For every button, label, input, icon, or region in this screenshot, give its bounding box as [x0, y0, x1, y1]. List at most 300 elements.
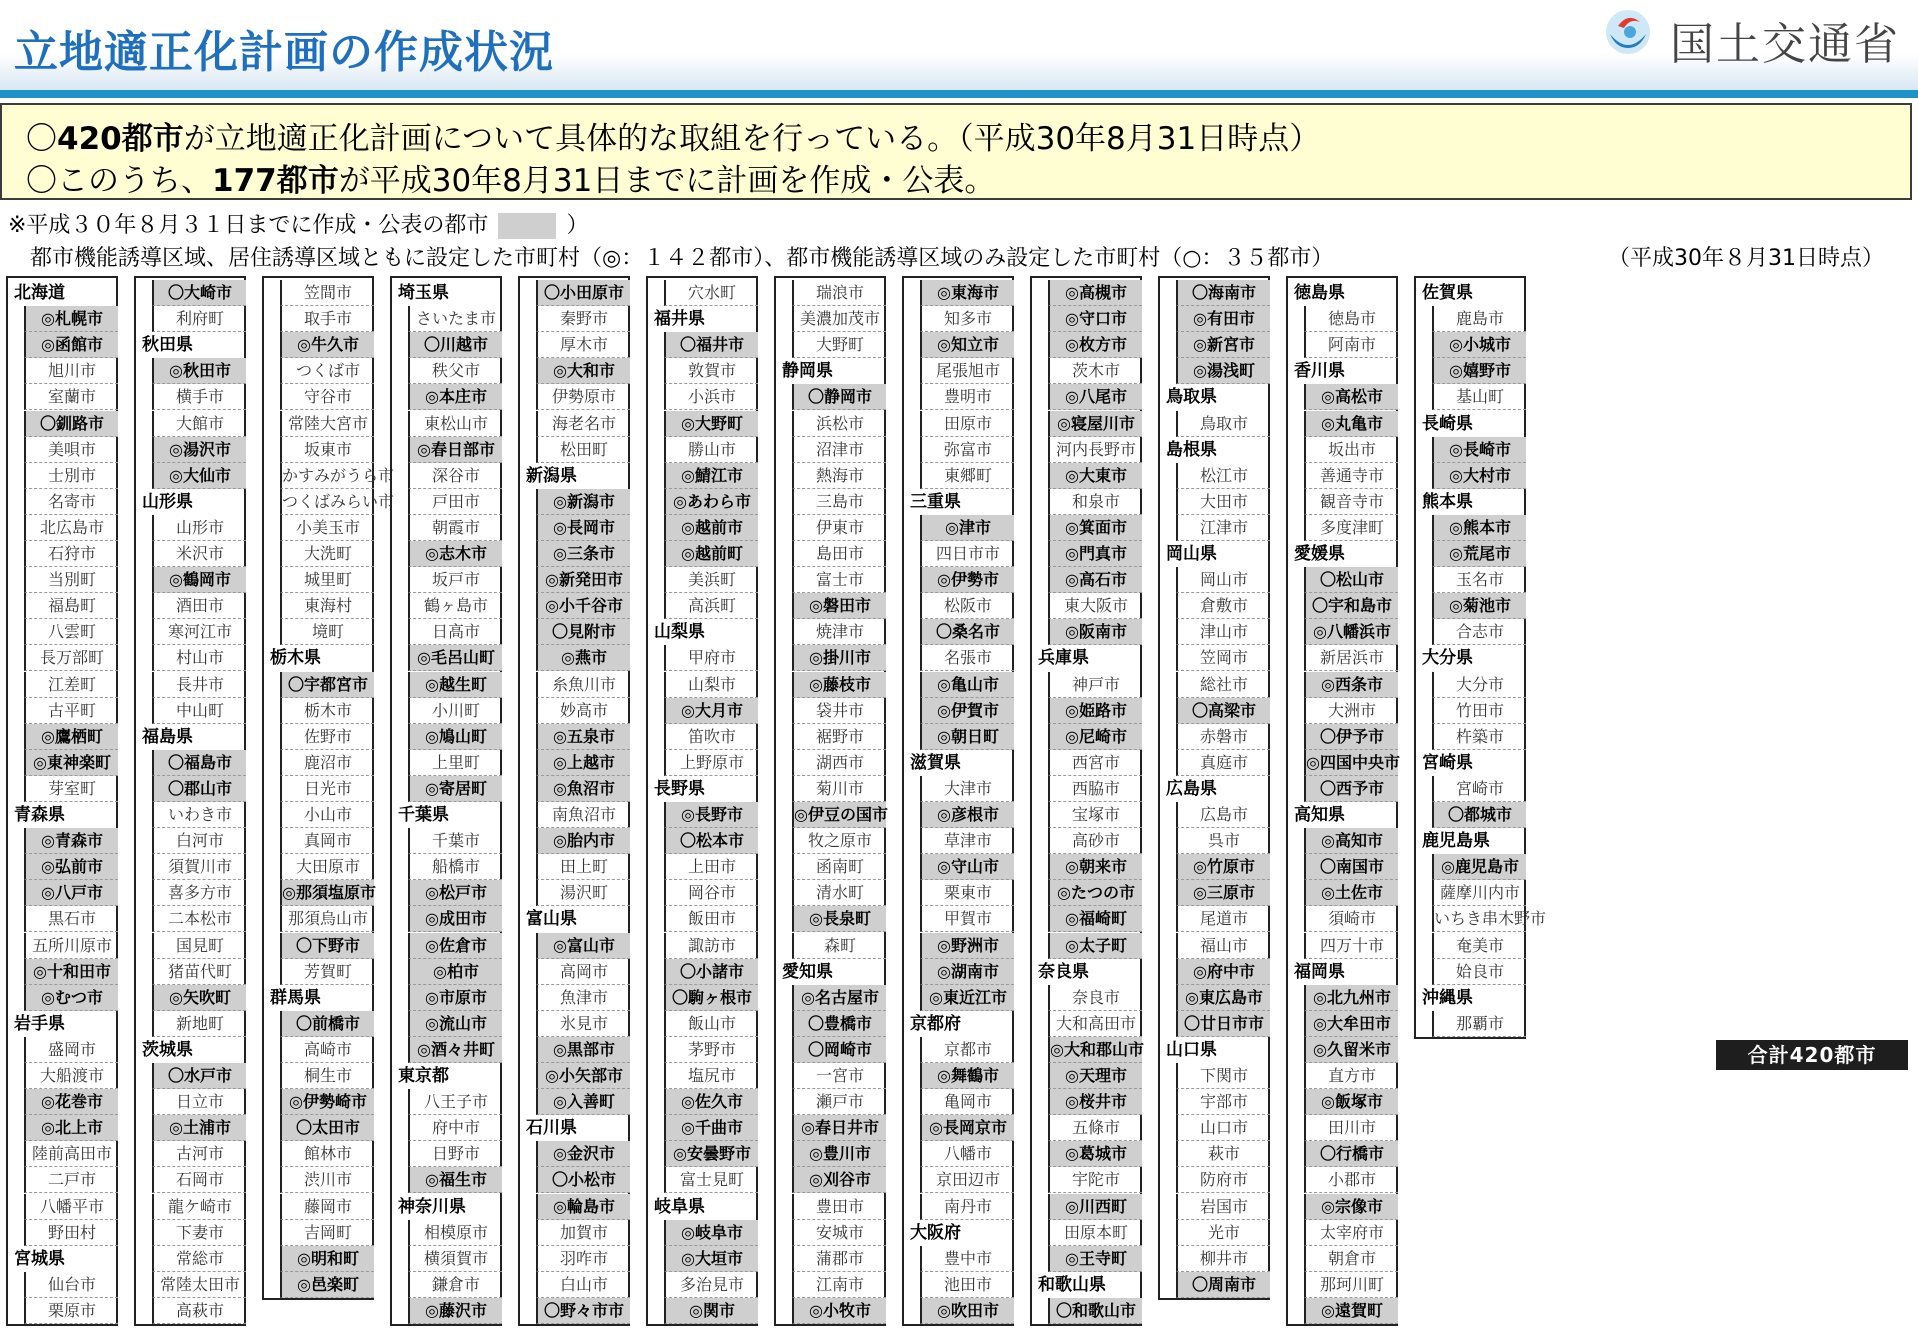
municipality-cell: 羽咋市: [536, 1246, 630, 1272]
municipality-cell: 瀬戸市: [792, 1089, 886, 1115]
municipality-cell: ◎野洲市: [920, 933, 1014, 959]
municipality-cell: 古河市: [152, 1141, 246, 1167]
as-of-date: （平成30年８月31日時点）: [1608, 246, 1884, 271]
municipality-cell: 八幡市: [920, 1141, 1014, 1167]
municipality-cell: 松阪市: [920, 593, 1014, 619]
municipality-cell: 〇野々市市: [536, 1298, 630, 1324]
municipality-cell: 伊勢原市: [536, 384, 630, 410]
municipality-cell: ◎川西町: [1048, 1194, 1142, 1220]
municipality-cell: ◎菊池市: [1432, 593, 1526, 619]
municipality-cell: ◎弘前市: [24, 854, 118, 880]
municipality-cell: 〇南国市: [1304, 854, 1398, 880]
municipality-cell: 日野市: [408, 1141, 502, 1167]
municipality-cell: ◎太子町: [1048, 933, 1142, 959]
prefecture-name: 岩手県: [14, 1013, 65, 1034]
municipality-cell: 勝山市: [664, 437, 758, 463]
municipality-cell: 湯沢町: [536, 880, 630, 906]
municipality-cell: 小浜市: [664, 384, 758, 410]
municipality-cell: 合志市: [1432, 619, 1526, 645]
municipality-cell: ◎八戸市: [24, 880, 118, 906]
municipality-cell: 常陸太田市: [152, 1272, 246, 1298]
municipality-cell: 柳井市: [1176, 1246, 1270, 1272]
municipality-cell: ◎松戸市: [408, 880, 502, 906]
prefecture-name: 熊本県: [1422, 491, 1473, 512]
municipality-cell: 二本松市: [152, 906, 246, 932]
municipality-cell: ◎大月市: [664, 698, 758, 724]
municipality-cell: 呉市: [1176, 828, 1270, 854]
municipality-cell: 松田町: [536, 437, 630, 463]
municipality-cell: 安城市: [792, 1220, 886, 1246]
municipality-cell: 朝霞市: [408, 515, 502, 541]
municipality-cell: 下関市: [1176, 1063, 1270, 1089]
municipality-cell: ◎邑楽町: [280, 1272, 374, 1298]
municipality-cell: 尾道市: [1176, 906, 1270, 932]
municipality-cell: かすみがうら市: [280, 463, 374, 489]
municipality-cell: 白河市: [152, 828, 246, 854]
municipality-cell: ◎彦根市: [920, 802, 1014, 828]
municipality-cell: 太宰府市: [1304, 1220, 1398, 1246]
municipality-cell: 栃木市: [280, 698, 374, 724]
municipality-cell: ◎大和市: [536, 358, 630, 384]
prefecture-name: 香川県: [1294, 361, 1345, 382]
municipality-cell: ◎札幌市: [24, 306, 118, 332]
municipality-cell: 高崎市: [280, 1037, 374, 1063]
municipality-cell: ◎伊勢崎市: [280, 1089, 374, 1115]
municipality-cell: 白山市: [536, 1272, 630, 1298]
municipality-cell: 豊田市: [792, 1194, 886, 1220]
prefecture-name: 静岡県: [782, 361, 833, 382]
municipality-cell: 三島市: [792, 489, 886, 515]
municipality-cell: ◎福崎町: [1048, 906, 1142, 932]
municipality-cell: ◎西条市: [1304, 672, 1398, 698]
municipality-cell: 鎌倉市: [408, 1272, 502, 1298]
municipality-cell: ◎枚方市: [1048, 332, 1142, 358]
municipality-cell: 〇静岡市: [792, 384, 886, 410]
municipality-cell: ◎有田市: [1176, 306, 1270, 332]
summary-text: が平成30年8月31日までに計画を作成・公表。: [338, 163, 996, 199]
municipality-cell: ◎新発田市: [536, 567, 630, 593]
header-banner: [0, 0, 1918, 98]
municipality-cell: 渋川市: [280, 1167, 374, 1193]
municipality-cell: 坂出市: [1304, 437, 1398, 463]
municipality-cell: 新地町: [152, 1011, 246, 1037]
municipality-cell: ◎燕市: [536, 645, 630, 671]
municipality-cell: 茅野市: [664, 1037, 758, 1063]
municipality-cell: ◎鷹栖町: [24, 724, 118, 750]
prefecture-name: 長崎県: [1422, 413, 1473, 434]
municipality-cell: 大和高田市: [1048, 1011, 1142, 1037]
prefecture-column: [134, 276, 246, 1326]
prefecture-name: 山口県: [1166, 1039, 1217, 1060]
municipality-cell: ◎三条市: [536, 541, 630, 567]
municipality-cell: 八雲町: [24, 619, 118, 645]
municipality-cell: 真庭市: [1176, 750, 1270, 776]
municipality-cell: ◎北上市: [24, 1115, 118, 1141]
municipality-cell: 芽室町: [24, 776, 118, 802]
municipality-cell: 〇宇都宮市: [280, 672, 374, 698]
municipality-cell: 府中市: [408, 1115, 502, 1141]
municipality-cell: 常陸大宮市: [280, 411, 374, 437]
municipality-cell: ◎丸亀市: [1304, 411, 1398, 437]
municipality-cell: 城里町: [280, 567, 374, 593]
municipality-cell: 薩摩川内市: [1432, 880, 1526, 906]
municipality-cell: 田川市: [1304, 1115, 1398, 1141]
municipality-cell: ◎明和町: [280, 1246, 374, 1272]
municipality-cell: 小郡市: [1304, 1167, 1398, 1193]
municipality-cell: 茨木市: [1048, 358, 1142, 384]
municipality-cell: 笠岡市: [1176, 645, 1270, 671]
municipality-cell: ◎酒々井町: [408, 1037, 502, 1063]
municipality-cell: ◎名古屋市: [792, 985, 886, 1011]
municipality-cell: ◎高槻市: [1048, 280, 1142, 306]
municipality-cell: 黒石市: [24, 906, 118, 932]
municipality-cell: 船橋市: [408, 854, 502, 880]
municipality-cell: 美浜町: [664, 567, 758, 593]
municipality-cell: ◎佐久市: [664, 1089, 758, 1115]
municipality-cell: 菊川市: [792, 776, 886, 802]
prefecture-column: [1158, 276, 1270, 1300]
municipality-cell: 京都市: [920, 1037, 1014, 1063]
municipality-cell: ◎門真市: [1048, 541, 1142, 567]
municipality-cell: 大館市: [152, 411, 246, 437]
municipality-cell: 飯山市: [664, 1011, 758, 1037]
municipality-cell: 〇前橋市: [280, 1011, 374, 1037]
municipality-cell: 高浜町: [664, 593, 758, 619]
municipality-cell: 観音寺市: [1304, 489, 1398, 515]
municipality-cell: 村山市: [152, 645, 246, 671]
municipality-cell: 宮崎市: [1432, 776, 1526, 802]
municipality-cell: 中山町: [152, 698, 246, 724]
municipality-cell: 基山町: [1432, 384, 1526, 410]
municipality-cell: 富士見町: [664, 1167, 758, 1193]
municipality-cell: ◎豊川市: [792, 1141, 886, 1167]
municipality-cell: 取手市: [280, 306, 374, 332]
header-rule: [0, 90, 1918, 98]
municipality-cell: ◎飯塚市: [1304, 1089, 1398, 1115]
municipality-cell: 牧之原市: [792, 828, 886, 854]
municipality-cell: 江津市: [1176, 515, 1270, 541]
municipality-cell: ◎新宮市: [1176, 332, 1270, 358]
municipality-cell: 多治見市: [664, 1272, 758, 1298]
municipality-cell: ◎小千谷市: [536, 593, 630, 619]
municipality-cell: ◎青森市: [24, 828, 118, 854]
municipality-cell: 宇部市: [1176, 1089, 1270, 1115]
municipality-cell: 米沢市: [152, 541, 246, 567]
municipality-cell: 瑞浪市: [792, 280, 886, 306]
municipality-cell: 〇岡崎市: [792, 1037, 886, 1063]
municipality-cell: 尾張旭市: [920, 358, 1014, 384]
municipality-cell: ◎藤枝市: [792, 672, 886, 698]
municipality-cell: 横須賀市: [408, 1246, 502, 1272]
municipality-cell: 鶴ヶ島市: [408, 593, 502, 619]
municipality-cell: 秩父市: [408, 358, 502, 384]
municipality-cell: 坂戸市: [408, 567, 502, 593]
municipality-cell: ◎春日井市: [792, 1115, 886, 1141]
municipality-cell: 〇高梁市: [1176, 698, 1270, 724]
municipality-cell: ◎舞鶴市: [920, 1063, 1014, 1089]
municipality-cell: 甲賀市: [920, 906, 1014, 932]
municipality-cell: 〇大崎市: [152, 280, 246, 306]
municipality-cell: ◎葛城市: [1048, 1141, 1142, 1167]
municipality-cell: ◎姫路市: [1048, 698, 1142, 724]
prefecture-name: 沖縄県: [1422, 987, 1473, 1008]
municipality-cell: 奈良市: [1048, 985, 1142, 1011]
municipality-cell: さいたま市: [408, 306, 502, 332]
municipality-cell: 笠間市: [280, 280, 374, 306]
municipality-cell: 東海村: [280, 593, 374, 619]
prefecture-name: 福井県: [654, 309, 705, 330]
municipality-cell: 境町: [280, 619, 374, 645]
municipality-cell: 豊明市: [920, 384, 1014, 410]
municipality-cell: ◎本庄市: [408, 384, 502, 410]
municipality-cell: 酒田市: [152, 593, 246, 619]
municipality-cell: ◎東広島市: [1176, 985, 1270, 1011]
municipality-cell: 日光市: [280, 776, 374, 802]
municipality-cell: 長万部町: [24, 645, 118, 671]
municipality-cell: 宇陀市: [1048, 1167, 1142, 1193]
prefecture-name: 愛知県: [782, 961, 833, 982]
prefecture-name: 鹿児島県: [1422, 831, 1490, 852]
municipality-cell: 宝塚市: [1048, 802, 1142, 828]
municipality-cell: 二戸市: [24, 1167, 118, 1193]
municipality-cell: 芳賀町: [280, 959, 374, 985]
municipality-cell: 〇駒ヶ根市: [664, 985, 758, 1011]
municipality-cell: 倉敷市: [1176, 593, 1270, 619]
municipality-cell: ◎佐倉市: [408, 933, 502, 959]
municipality-cell: 須賀川市: [152, 854, 246, 880]
municipality-cell: ◎入善町: [536, 1089, 630, 1115]
municipality-cell: 清水町: [792, 880, 886, 906]
municipality-cell: 館林市: [280, 1141, 374, 1167]
highlight-swatch: [498, 213, 556, 239]
municipality-cell: ◎大仙市: [152, 463, 246, 489]
municipality-cell: ◎鯖江市: [664, 463, 758, 489]
municipality-cell: 甲府市: [664, 645, 758, 671]
municipality-cell: ◎牛久市: [280, 332, 374, 358]
municipality-cell: 〇豊橋市: [792, 1011, 886, 1037]
prefecture-name: 徳島県: [1294, 283, 1345, 303]
municipality-cell: ◎桜井市: [1048, 1089, 1142, 1115]
prefecture-name: 愛媛県: [1294, 544, 1345, 564]
municipality-cell: 沼津市: [792, 437, 886, 463]
municipality-cell: ◎成田市: [408, 906, 502, 932]
published-note: [8, 208, 588, 239]
municipality-cell: 〇廿日市市: [1176, 1011, 1270, 1037]
municipality-cell: 吉岡町: [280, 1220, 374, 1246]
municipality-cell: 鹿沼市: [280, 750, 374, 776]
municipality-cell: ◎朝来市: [1048, 854, 1142, 880]
municipality-cell: ◎秋田市: [152, 358, 246, 384]
municipality-cell: ◎知立市: [920, 332, 1014, 358]
municipality-cell: 東松山市: [408, 411, 502, 437]
municipality-cell: 那須烏山市: [280, 906, 374, 932]
municipality-cell: 〇小諸市: [664, 959, 758, 985]
summary-box: [0, 103, 1912, 200]
municipality-cell: ◎流山市: [408, 1011, 502, 1037]
municipality-cell: 福山市: [1176, 933, 1270, 959]
prefecture-name: 新潟県: [526, 465, 577, 486]
municipality-cell: 朝倉市: [1304, 1246, 1398, 1272]
municipality-cell: ◎阪南市: [1048, 619, 1142, 645]
municipality-cell: 弥富市: [920, 437, 1014, 463]
note-text: ※平成３０年８月３１日までに作成・公表の都市: [8, 213, 489, 238]
municipality-cell: 戸田市: [408, 489, 502, 515]
municipality-cell: 竹田市: [1432, 698, 1526, 724]
municipality-cell: 野田村: [24, 1220, 118, 1246]
municipality-cell: 高萩市: [152, 1298, 246, 1324]
municipality-cell: 大船渡市: [24, 1063, 118, 1089]
municipality-cell: ◎鳩山町: [408, 724, 502, 750]
municipality-cell: 大田市: [1176, 489, 1270, 515]
municipality-cell: 喜多方市: [152, 880, 246, 906]
municipality-cell: 〇川越市: [408, 332, 502, 358]
municipality-cell: ◎長岡京市: [920, 1115, 1014, 1141]
municipality-cell: 田上町: [536, 854, 630, 880]
municipality-cell: 〇下野市: [280, 933, 374, 959]
municipality-cell: 江差町: [24, 672, 118, 698]
municipality-cell: 猪苗代町: [152, 959, 246, 985]
municipality-cell: 〇桑名市: [920, 619, 1014, 645]
municipality-cell: 蒲郡市: [792, 1246, 886, 1272]
municipality-cell: 〇小松市: [536, 1167, 630, 1193]
municipality-cell: 盛岡市: [24, 1037, 118, 1063]
municipality-cell: 龍ケ崎市: [152, 1194, 246, 1220]
municipality-cell: 河内長野市: [1048, 437, 1142, 463]
prefecture-name: 滋賀県: [910, 752, 961, 773]
prefecture-name: 山梨県: [654, 622, 705, 643]
municipality-cell: 糸魚川市: [536, 672, 630, 698]
municipality-cell: ◎東海市: [920, 280, 1014, 306]
municipality-cell: 〇太田市: [280, 1115, 374, 1141]
municipality-cell: 坂東市: [280, 437, 374, 463]
municipality-cell: ◎伊勢市: [920, 567, 1014, 593]
municipality-cell: 函南町: [792, 854, 886, 880]
municipality-cell: 千葉市: [408, 828, 502, 854]
municipality-cell: 〇宇和島市: [1304, 593, 1398, 619]
municipality-cell: 大田原市: [280, 854, 374, 880]
municipality-cell: ◎胎内市: [536, 828, 630, 854]
municipality-cell: いちき串木野市: [1432, 906, 1526, 932]
prefecture-column: [262, 276, 395, 1300]
prefecture-name: 東京都: [398, 1066, 449, 1086]
municipality-cell: ◎長野市: [664, 802, 758, 828]
municipality-cell: 富士市: [792, 567, 886, 593]
municipality-cell: ◎あわら市: [664, 489, 758, 515]
municipality-cell: 石岡市: [152, 1167, 246, 1193]
municipality-cell: 常総市: [152, 1246, 246, 1272]
prefecture-name: 群馬県: [270, 987, 321, 1008]
municipality-cell: 松江市: [1176, 463, 1270, 489]
municipality-cell: ◎安曇野市: [664, 1141, 758, 1167]
municipality-cell: 亀岡市: [920, 1089, 1014, 1115]
municipality-cell: 岡山市: [1176, 567, 1270, 593]
municipality-cell: 大洗町: [280, 541, 374, 567]
total-badge: 合計420都市: [1716, 1040, 1908, 1070]
municipality-cell: 五所川原市: [24, 933, 118, 959]
prefecture-name: 山形県: [142, 491, 193, 512]
municipality-cell: ◎大垣市: [664, 1246, 758, 1272]
prefecture-name: 千葉県: [398, 805, 449, 825]
municipality-cell: ◎矢吹町: [152, 985, 246, 1011]
municipality-cell: ◎土浦市: [152, 1115, 246, 1141]
municipality-cell: 山梨市: [664, 672, 758, 698]
municipality-cell: ◎柏市: [408, 959, 502, 985]
municipality-cell: ◎伊豆の国市: [792, 802, 886, 828]
municipality-cell: ◎荒尾市: [1432, 541, 1526, 567]
municipality-cell: 浜松市: [792, 411, 886, 437]
municipality-cell: ◎王寺町: [1048, 1246, 1142, 1272]
municipality-cell: 広島市: [1176, 802, 1270, 828]
municipality-cell: 姶良市: [1432, 959, 1526, 985]
municipality-cell: 裾野市: [792, 724, 886, 750]
municipality-cell: ◎高松市: [1304, 384, 1398, 410]
municipality-cell: いわき市: [152, 802, 246, 828]
municipality-cell: ◎湯沢市: [152, 437, 246, 463]
prefecture-name: 奈良県: [1038, 961, 1089, 982]
municipality-cell: ◎嬉野市: [1432, 358, 1526, 384]
prefecture-name: 和歌山県: [1038, 1274, 1106, 1295]
municipality-cell: ◎守口市: [1048, 306, 1142, 332]
prefecture-name: 富山県: [526, 909, 577, 930]
municipality-cell: ◎五泉市: [536, 724, 630, 750]
summary-text: が立地適正化計画について具体的な取組を行っている。（平成30年8月31日時点）: [183, 121, 1321, 157]
municipality-cell: 鹿島市: [1432, 306, 1526, 332]
municipality-cell: 〇福井市: [664, 332, 758, 358]
municipality-cell: 新居浜市: [1304, 645, 1398, 671]
municipality-cell: 仙台市: [24, 1272, 118, 1298]
municipality-cell: ◎新潟市: [536, 489, 630, 515]
municipality-cell: ◎寝屋川市: [1048, 411, 1142, 437]
municipality-cell: つくばみらい市: [280, 489, 374, 515]
municipality-cell: 名寄市: [24, 489, 118, 515]
municipality-cell: ◎寄居町: [408, 776, 502, 802]
municipality-cell: ◎富山市: [536, 933, 630, 959]
municipality-cell: 〇松山市: [1304, 567, 1398, 593]
municipality-cell: ◎遠賀町: [1304, 1298, 1398, 1324]
prefecture-column: [390, 276, 502, 1326]
prefecture-name: 青森県: [14, 805, 65, 825]
municipality-cell: ◎三原市: [1176, 880, 1270, 906]
municipality-cell: 大分市: [1432, 672, 1526, 698]
prefecture-name: 宮城県: [14, 1248, 65, 1269]
municipality-cell: 袋井市: [792, 698, 886, 724]
municipality-cell: ◎磐田市: [792, 593, 886, 619]
municipality-cell: 熱海市: [792, 463, 886, 489]
municipality-cell: 上田市: [664, 854, 758, 880]
municipality-cell: ◎鶴岡市: [152, 567, 246, 593]
municipality-cell: 〇釧路市: [24, 411, 118, 437]
municipality-cell: ◎土佐市: [1304, 880, 1398, 906]
prefecture-name: 広島県: [1166, 778, 1217, 799]
municipality-cell: ◎朝日町: [920, 724, 1014, 750]
municipality-cell: 厚木市: [536, 332, 630, 358]
municipality-cell: 諏訪市: [664, 933, 758, 959]
prefecture-name: 宮崎県: [1422, 752, 1473, 773]
municipality-cell: 京田辺市: [920, 1167, 1014, 1193]
municipality-cell: ◎北九州市: [1304, 985, 1398, 1011]
municipality-cell: ◎岐阜市: [664, 1220, 758, 1246]
municipality-cell: 長井市: [152, 672, 246, 698]
prefecture-column: [6, 276, 118, 1326]
prefecture-column: [518, 276, 630, 1326]
municipality-cell: 北広島市: [24, 515, 118, 541]
municipality-cell: ◎小牧市: [792, 1298, 886, 1324]
municipality-cell: ◎千曲市: [664, 1115, 758, 1141]
municipality-cell: ◎大和郡山市: [1048, 1037, 1142, 1063]
prefecture-name: 神奈川県: [398, 1196, 466, 1217]
municipality-cell: 塩尻市: [664, 1063, 758, 1089]
prefecture-name: 兵庫県: [1038, 648, 1089, 669]
